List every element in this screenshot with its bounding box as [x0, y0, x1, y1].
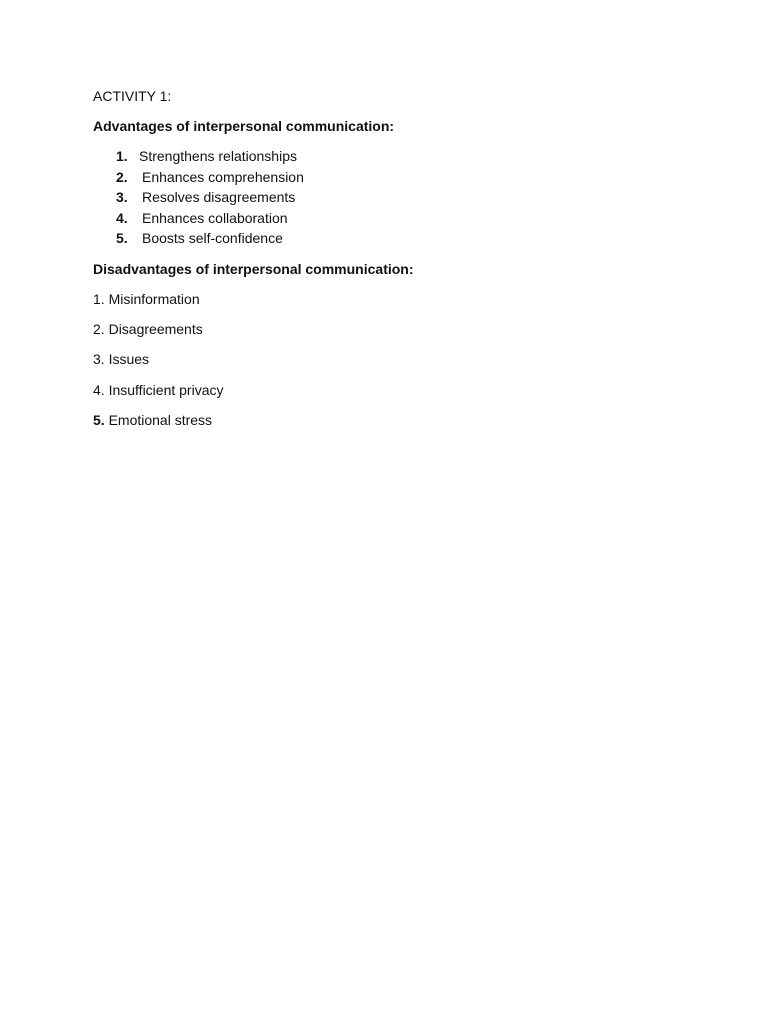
- list-item-text: Boosts self-confidence: [142, 230, 283, 246]
- list-item-text: Enhances comprehension: [142, 168, 304, 185]
- list-item: [93, 208, 693, 229]
- list-item-number: 3.: [116, 189, 128, 205]
- list-item-number: 1.: [116, 148, 128, 164]
- list-item-text: Insufficient privacy: [108, 381, 224, 398]
- list-item-text: Emotional stress: [108, 412, 213, 429]
- disadvantages-heading: Disadvantages of interpersonal communication:: [93, 260, 414, 277]
- list-item: [93, 146, 693, 167]
- advantages-list: [93, 146, 693, 249]
- list-item: [93, 167, 693, 188]
- document-page: [93, 86, 693, 440]
- list-item-text: Misinformation: [108, 290, 200, 307]
- list-item-number: 5.: [116, 230, 128, 246]
- list-item-text: Enhances collaboration: [142, 209, 288, 226]
- list-item: [93, 349, 693, 369]
- list-item: [93, 319, 693, 339]
- list-item-text: Disagreements: [108, 320, 203, 337]
- list-item-number: 5.: [93, 412, 105, 429]
- activity-title: ACTIVITY 1:: [93, 88, 172, 104]
- list-item: [93, 410, 693, 430]
- advantages-heading: Advantages of interpersonal communication:: [93, 118, 395, 134]
- list-item: [93, 228, 693, 249]
- list-item: [93, 380, 693, 400]
- list-item-number: 4.: [93, 381, 105, 398]
- list-item-text: Resolves disagreements: [142, 189, 296, 205]
- list-item-number: 4.: [116, 209, 128, 226]
- list-item-text: Strengthens relationships: [139, 148, 297, 164]
- list-item-number: 1.: [93, 290, 105, 307]
- list-item-text: Issues: [108, 351, 150, 368]
- list-item-number: 2.: [93, 320, 105, 337]
- list-item: [93, 289, 693, 309]
- list-item: [93, 187, 693, 208]
- list-item-number: 2.: [116, 168, 128, 185]
- list-item-number: 3.: [93, 351, 105, 368]
